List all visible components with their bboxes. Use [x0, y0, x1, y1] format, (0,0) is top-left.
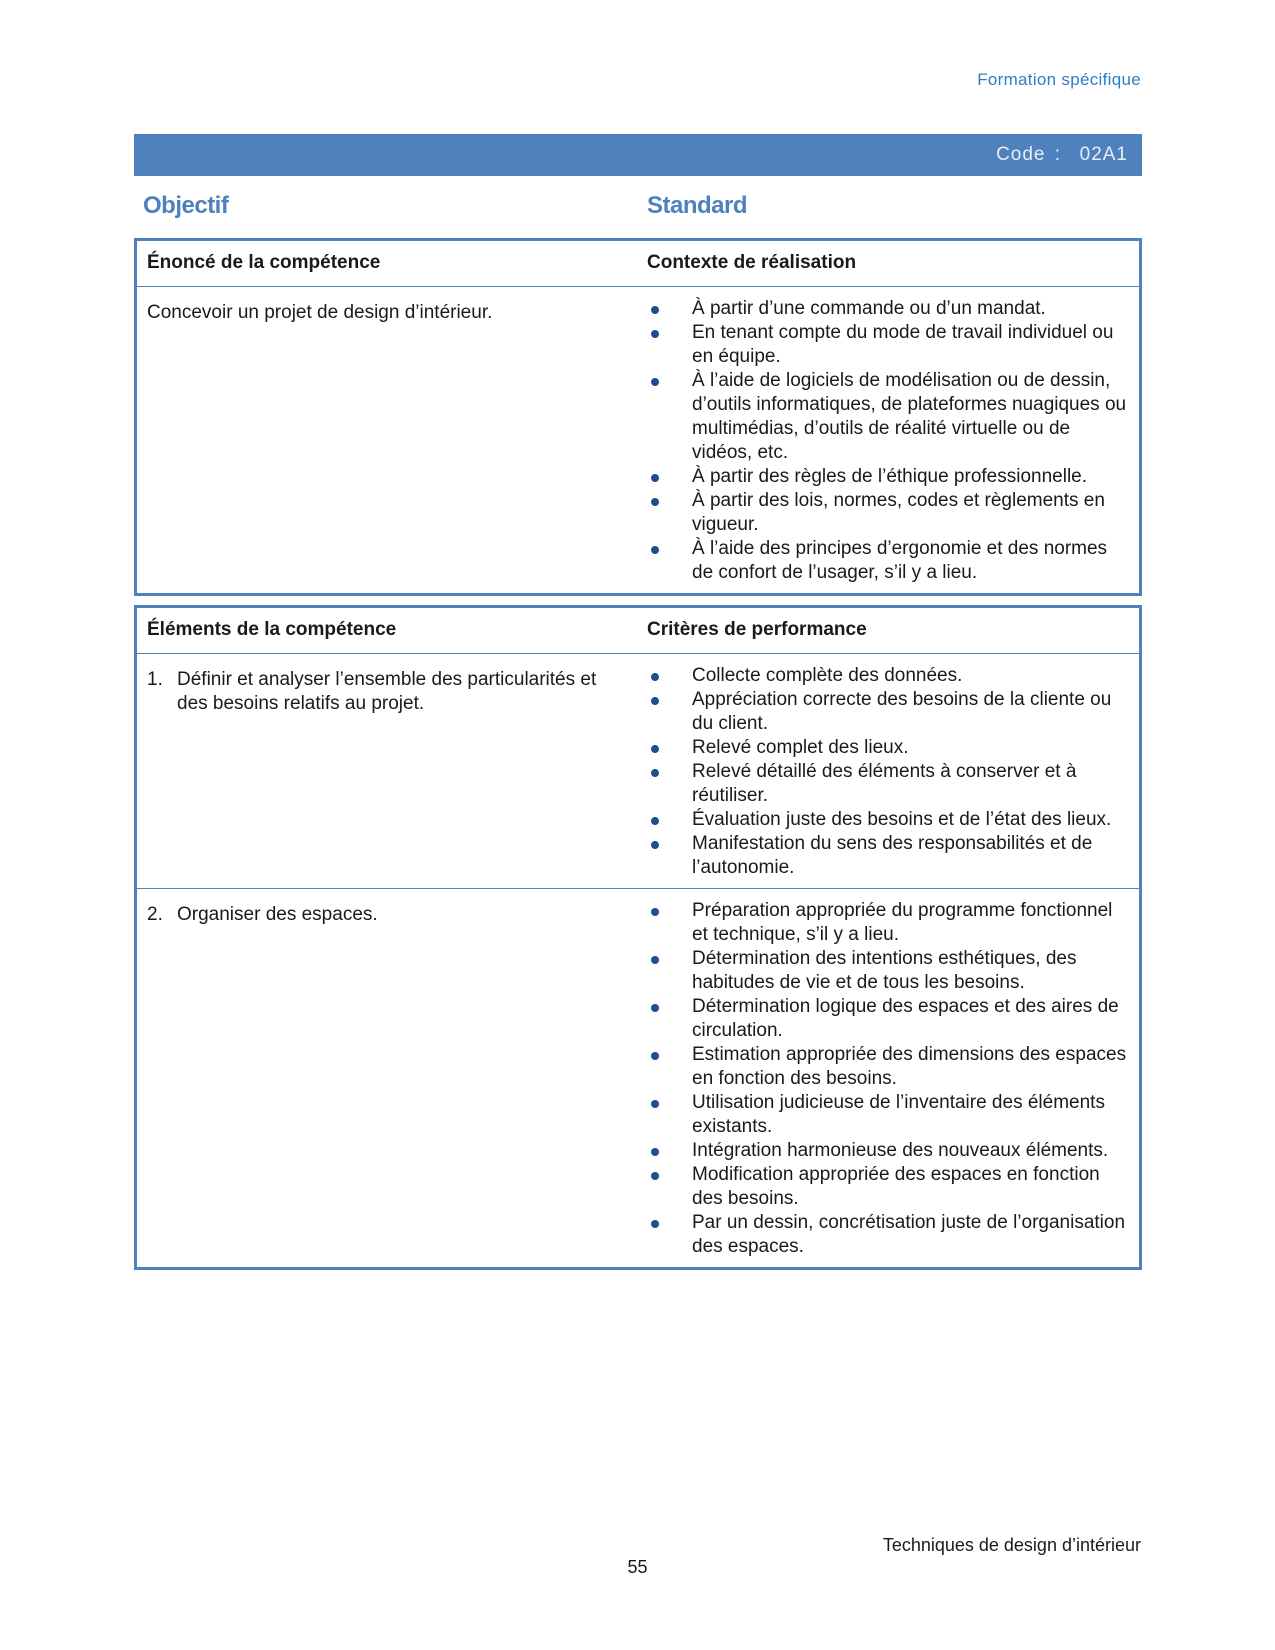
bullet-icon	[651, 673, 659, 681]
competence-statement: Concevoir un projet de design d’intérieur.	[147, 302, 493, 323]
code-value: 02A1	[1079, 144, 1128, 165]
list-item: Détermination logique des espaces et des aires de circulation.	[647, 995, 1129, 1043]
element-number: 2.	[147, 904, 163, 925]
list-item: À partir d’une commande ou d’un mandat.	[647, 297, 1129, 321]
standard-heading: Standard	[647, 192, 748, 219]
bullet-icon	[651, 956, 659, 964]
elements-header: Éléments de la compétence	[147, 619, 397, 640]
list-item: Relevé détaillé des éléments à conserver et à réutiliser.	[647, 760, 1129, 808]
list-item: Par un dessin, concrétisation juste de l’organisation des espaces.	[647, 1211, 1129, 1259]
code-bar	[134, 134, 1142, 176]
context-header: Contexte de réalisation	[647, 252, 857, 273]
list-item: Estimation appropriée des dimensions des espaces en fonction des besoins.	[647, 1043, 1129, 1091]
list-item: Collecte complète des données.	[647, 664, 1129, 688]
criteria-list	[647, 899, 1129, 1259]
bullet-icon	[651, 697, 659, 705]
competence-elements-table	[134, 605, 1142, 1270]
bullet-icon	[651, 474, 659, 482]
table-row	[137, 889, 1139, 1267]
table-header-row	[137, 241, 1139, 287]
table-row	[137, 654, 1139, 889]
bullet-icon	[651, 841, 659, 849]
bullet-icon	[651, 1148, 659, 1156]
program-title: Techniques de design d’intérieur	[882, 1535, 1141, 1555]
bullet-icon	[651, 306, 659, 314]
element-number: 1.	[147, 669, 163, 690]
bullet-icon	[651, 908, 659, 916]
bullet-icon	[651, 1004, 659, 1012]
bullet-icon	[651, 769, 659, 777]
bullet-icon	[651, 1172, 659, 1180]
bullet-icon	[651, 1220, 659, 1228]
list-item: Modification appropriée des espaces en fonction des besoins.	[647, 1163, 1129, 1211]
page-number: 55	[627, 1557, 648, 1577]
list-item: À l’aide des principes d’ergonomie et des normes de confort de l’usager, s’il y a lieu.	[647, 537, 1129, 585]
statement-header: Énoncé de la compétence	[147, 252, 381, 273]
bullet-icon	[651, 817, 659, 825]
bullet-icon	[651, 1052, 659, 1060]
list-item: Relevé complet des lieux.	[647, 736, 1129, 760]
list-item: Détermination des intentions esthétiques, des habitudes de vie et de tous les besoins.	[647, 947, 1129, 995]
list-item: À partir des lois, normes, codes et règlements en vigueur.	[647, 489, 1129, 537]
list-item: Utilisation judicieuse de l’inventaire des éléments existants.	[647, 1091, 1129, 1139]
bullet-icon	[651, 745, 659, 753]
list-item: À partir des règles de l’éthique professionnelle.	[647, 465, 1129, 489]
bullet-icon	[651, 498, 659, 506]
objective-heading: Objectif	[143, 192, 229, 219]
list-item: En tenant compte du mode de travail individuel ou en équipe.	[647, 321, 1129, 369]
criteria-header: Critères de performance	[647, 619, 867, 640]
table-row	[137, 287, 1139, 593]
table-header-row	[137, 608, 1139, 654]
bullet-icon	[651, 378, 659, 386]
element-2	[147, 903, 627, 927]
bullet-icon	[651, 330, 659, 338]
element-text: Définir et analyser l’ensemble des particularités et des besoins relatifs au projet.	[177, 669, 597, 714]
list-item: À l’aide de logiciels de modélisation ou de dessin, d’outils informatiques, de plateformes nuagiques ou multimédias, d’outils de réalité virtuelle ou de vidéos, etc.	[647, 369, 1129, 465]
list-item: Appréciation correcte des besoins de la cliente ou du client.	[647, 688, 1129, 736]
list-item: Intégration harmonieuse des nouveaux éléments.	[647, 1139, 1129, 1163]
list-item: Manifestation du sens des responsabilités et de l’autonomie.	[647, 832, 1129, 880]
criteria-list	[647, 664, 1129, 880]
section-label: Formation spécifique	[977, 70, 1141, 89]
element-text: Organiser des espaces.	[177, 904, 378, 925]
context-list	[647, 297, 1129, 585]
list-item: Préparation appropriée du programme fonctionnel et technique, s’il y a lieu.	[647, 899, 1129, 947]
code-label: Code :	[996, 144, 1062, 165]
bullet-icon	[651, 1100, 659, 1108]
bullet-icon	[651, 546, 659, 554]
element-1	[147, 668, 627, 716]
competence-statement-table	[134, 238, 1142, 596]
list-item: Évaluation juste des besoins et de l’état des lieux.	[647, 808, 1129, 832]
